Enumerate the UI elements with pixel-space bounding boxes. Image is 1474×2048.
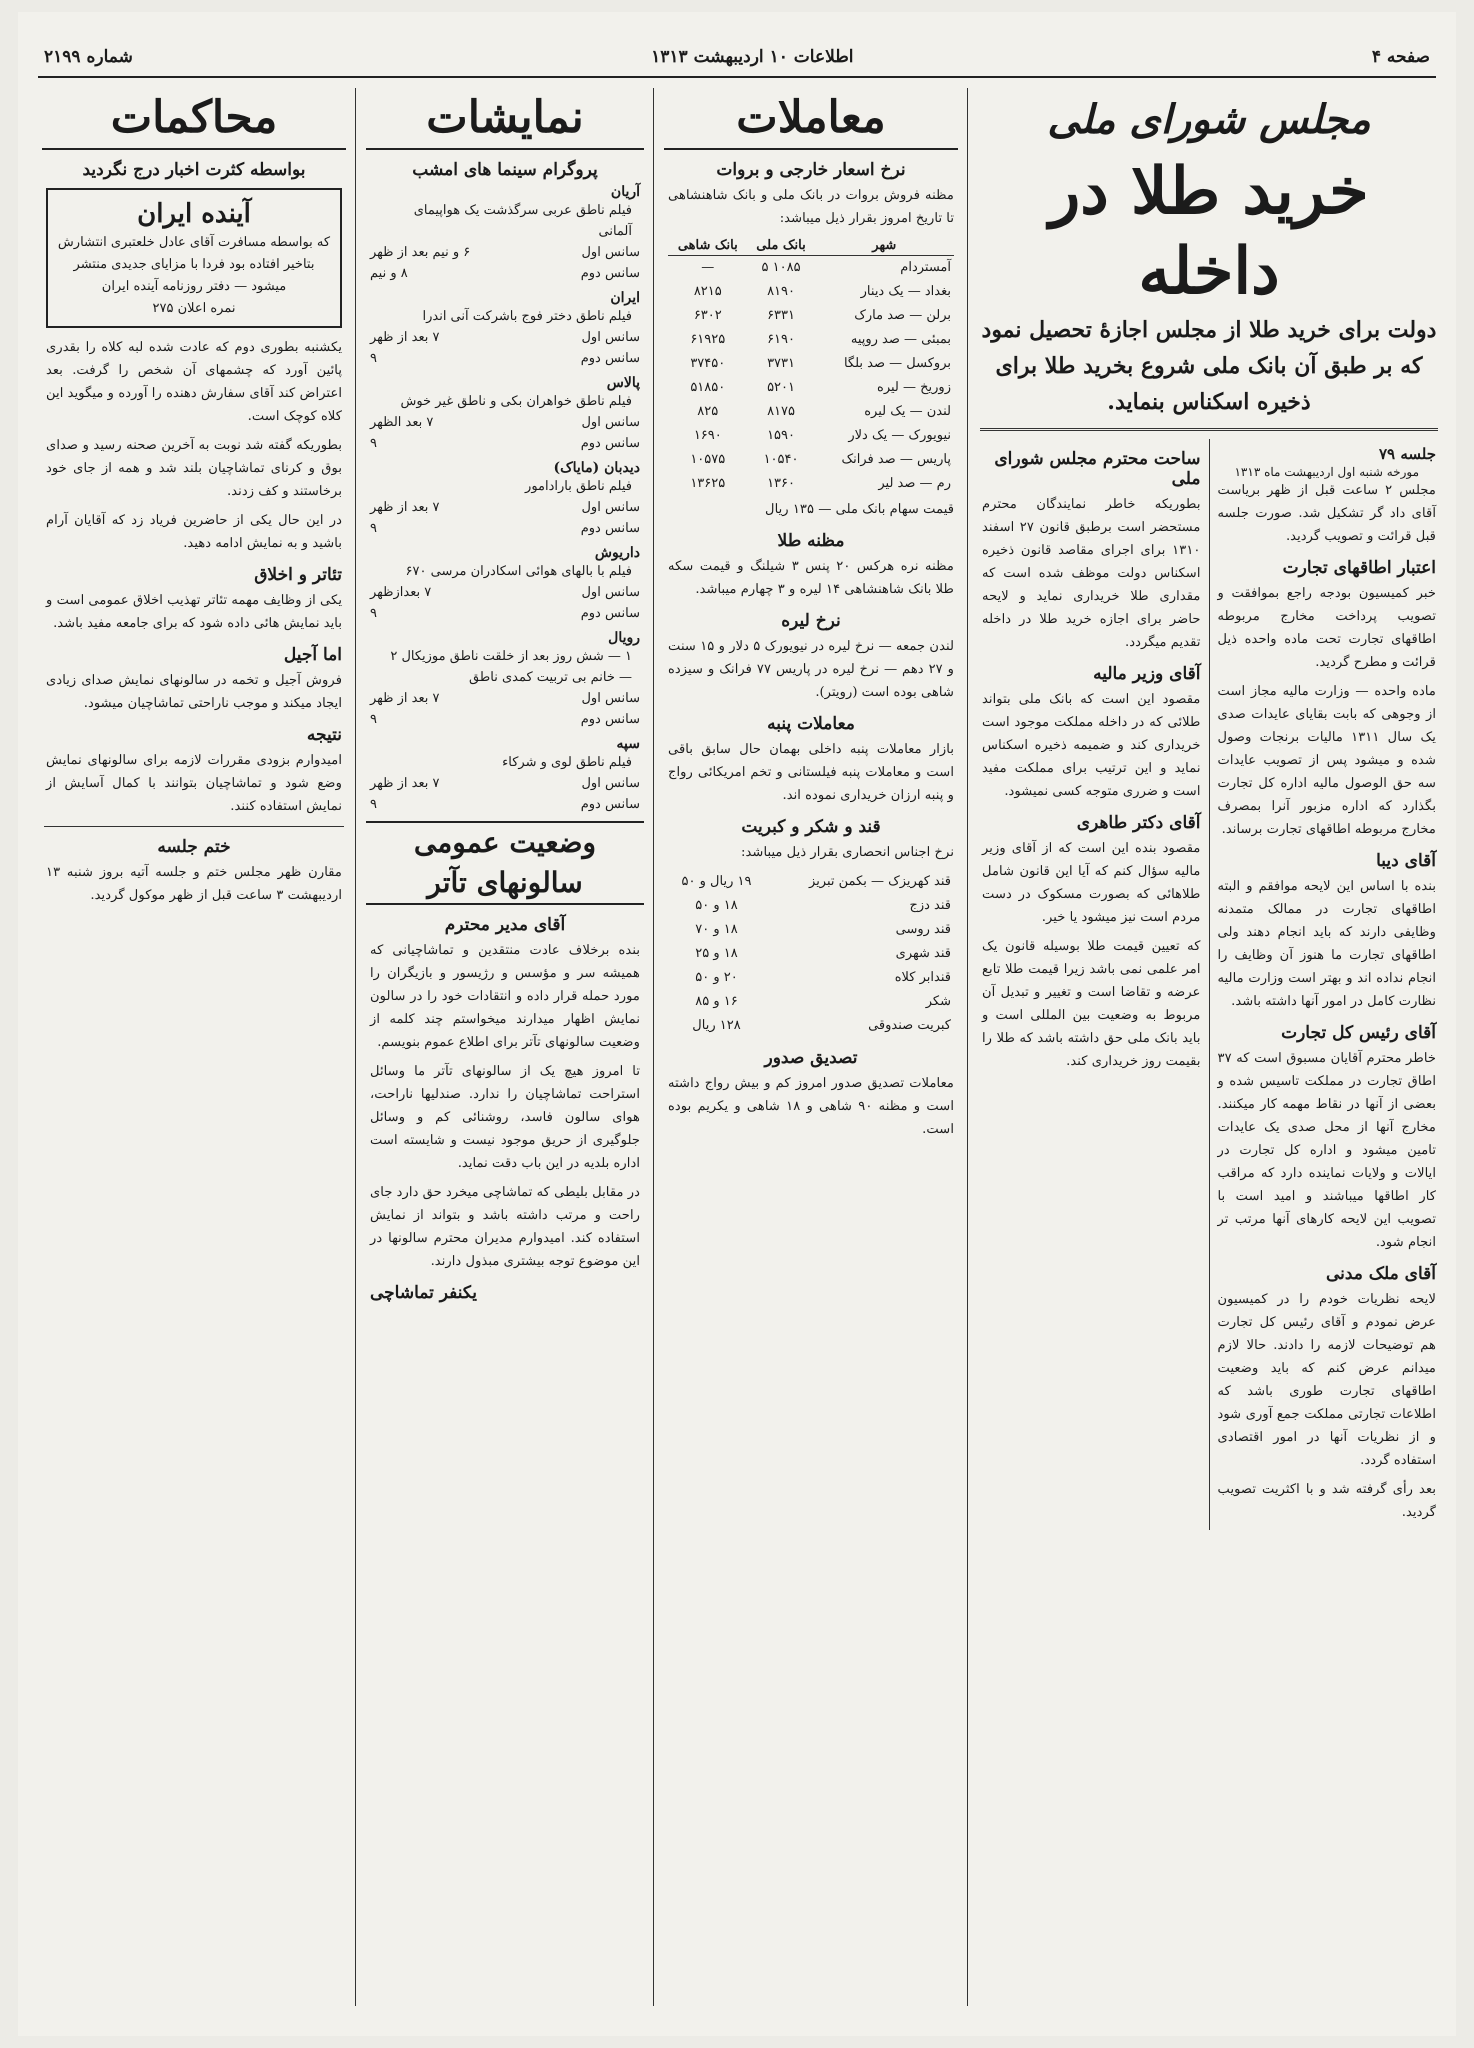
cinema-listing [370, 630, 640, 730]
section-heading: قند و شکر و کبریت [741, 817, 881, 837]
table-header: شهر [815, 236, 954, 256]
paragraph: تا امروز هیچ یک از سالونهای تآتر ما وسائل استراحت تماشاچیان را ندارد. صندلیها ناراحت، هوای سالون فاسد، روشنائی کم و وسائل جلوگیری از حریق موجود نیست و شایسته است اداره بلدیه در این باب دقت نماید. [370, 1064, 640, 1171]
paragraph: فروش آجیل و تخمه در سالونهای نمایش صدای زیادی ایجاد میکند و موجب ناراحتی تماشاچیان میشود. [46, 673, 342, 711]
film-title: فیلم ناطق خواهران بکی و ناطق غیر خوش [400, 394, 632, 409]
table-row: برلن — صد مارک ۶۳۳۱ ۶۳۰۲ [693, 308, 951, 323]
paper-date: اطلاعات ۱۰ اردیبهشت ۱۳۱۳ [651, 47, 854, 67]
showtime: سانس دوم ۹ [370, 797, 640, 812]
main-headline: خرید طلا در داخله [1049, 154, 1369, 309]
majlis-subcol-left [974, 439, 1209, 1530]
column-majlis [974, 88, 1444, 2006]
table-header: بانک شاهی [668, 236, 748, 256]
showtime: سانس دوم ۹ [370, 351, 640, 366]
section-heading: مظنه طلا [777, 531, 845, 551]
paragraph: بازار معاملات پنبه داخلی بهمان حال سابق باقی است و معاملات پنبه فیلستانی و تخم امریکائی رواج و پنبه ارزان خریداری نموده اند. [668, 742, 954, 803]
section-heading: ساحت محترم مجلس شورای ملی [994, 449, 1201, 489]
section-masthead: محاکمات [42, 88, 346, 150]
showtime: سانس اول ۶ و نیم بعد از ظهر [370, 245, 640, 260]
table-row: بمبئی — صد روپیه ۶۱۹۰ ۶۱۹۲۵ [690, 332, 951, 347]
table-row: قند شهری ۱۸ و ۲۵ [695, 946, 951, 961]
section-heading: نرخ اسعار خارجی و بروات [716, 160, 906, 180]
paragraph: یکشنبه بطوری دوم که عادت شده لبه کلاه را بقدری پائین آورد که چشمهای آن شخص را گرفت. بعد اعتراض کند آقای سفارش دهنده را آورده و میگوید این کلاه کوچک است. [46, 340, 342, 424]
paragraph: خاطر محترم آقایان مسبوق است که ۳۷ اطاق تجارت در مملکت تاسیس شده و بعضی از آنها در نقاط مهمه کار میکنند. مخارج آنها از محل صدی یک عایدات تامین میشود و اداره کل تجارت در ایالات و ولایات نماینده دارد که مراقب کار اطاقها میباشند و امید است با تصویب این لایحه کارهای آنها مرتب تر انجام شود. [1217, 1051, 1436, 1250]
divider [980, 428, 1438, 431]
column-mohakemat [38, 88, 350, 2006]
paragraph: لندن جمعه — نرخ لیره در نیویورک ۵ دلار و ۱۵ سنت و ۲۷ دهم — نرخ لیره در پاریس ۷۷ فرانک و سیزده شاهی بوده است (رویتر). [668, 639, 955, 700]
paragraph: قیمت سهام بانک ملی — ۱۳۵ ریال [765, 502, 954, 517]
film-title: فیلم ناطق لوی و شرکاء [502, 755, 632, 770]
paragraph: معاملات تصدیق صدور امروز کم و بیش رواج داشته است و مظنه ۹۰ شاهی و ۱۸ شاهی و یکریم بوده است. [668, 1076, 955, 1137]
table-row: نیویورک — یک دلار ۱۵۹۰ ۱۶۹۰ [693, 428, 951, 443]
session-title: جلسه ۷۹ [1378, 445, 1436, 463]
paragraph: ماده واحده — وزارت مالیه مجاز است از وجوهی که بابت بقایای عایدات صدی یک سال ۱۳۱۱ مالیات برنجات وصول شده و میشود پس از تصویب عایدات سه حق الوصول مالیه اداره کل تجارت بگذارد که اداره مزبور آنرا بمصرف مخارج مربوطه اطاقهای تجارت برساند. [1217, 684, 1436, 837]
film-title: ۱ — شش روز بعد از خلقت ناطق موزیکال ۲ — خانم بی تربیت کمدی ناطق [390, 649, 632, 685]
page-number: صفحه ۴ [1371, 47, 1430, 67]
section-masthead: معاملات [664, 88, 958, 150]
ad-title: آینده ایران [137, 199, 251, 229]
column-rule [653, 88, 654, 2006]
showtime: سانس دوم ۹ [370, 606, 640, 621]
showtime: سانس دوم ۹ [370, 712, 640, 727]
paragraph: در این حال یکی از حاضرین فریاد زد که آقایان آرام باشید و به نمایش ادامه دهید. [46, 513, 342, 551]
cinema-listing [370, 545, 640, 624]
section-heading: تئاتر و اخلاق [254, 565, 342, 585]
paragraph: مقصود بنده این است که از آقای وزیر مالیه سؤال کنم که آیا این قانون شامل طلاهائی که بصورت مسکوک در دست مردم است نیز میشود یا خیر. [982, 841, 1201, 925]
film-title: فیلم ناطق دختر فوج باشرکت آنی اندرا [422, 309, 632, 324]
cinema-name: آریان [610, 184, 640, 200]
paragraph: بنده برخلاف عادت منتقدین و تماشاچیانی که همیشه سر و مؤسس و رژیسور و بازیگران را مورد حمله قرار داده و انتقادات خود را در سالون نمایش اظهار میدارند میخواستم چند کلمه از وضعیت سالونهای تآتر برای اطلاع عموم بنویسم. [370, 943, 640, 1050]
section-heading: نتیجه [306, 725, 342, 745]
film-title: فیلم ناطق بارادامور [525, 479, 632, 494]
section-heading: آقای دیبا [1376, 851, 1436, 871]
table-row: کبریت صندوقی ۱۲۸ ریال [692, 1018, 951, 1033]
paragraph: یکی از وظایف مهمه تئاتر تهذیب اخلاق عمومی است و باید نمایش هائی داده شود که برای جامعه مفید باشد. [46, 593, 342, 631]
majlis-subcol-right [1209, 439, 1445, 1530]
showtime: سانس اول ۷ بعدازظهر [370, 585, 640, 600]
table-row: قند دزج ۱۸ و ۵۰ [695, 898, 951, 913]
showtime: سانس اول ۷ بعد از ظهر [370, 691, 640, 706]
section-heading: آقای رئیس کل تجارت [1281, 1023, 1436, 1043]
notice: بواسطه کثرت اخبار درج نگردید [82, 160, 306, 180]
headline-subtitle: دولت برای خرید طلا از مجلس اجازهٔ تحصیل نمود که بر طبق آن بانک ملی شروع بخرید طلا برای ذخیره اسکناس بنماید. [981, 317, 1437, 415]
table-row: بروکسل — صد بلگا ۳۷۳۱ ۳۷۴۵۰ [690, 356, 951, 371]
showtime: سانس دوم ۸ و نیم [370, 266, 640, 281]
table-row: رم — صد لیر ۱۳۶۰ ۱۳۶۲۵ [690, 476, 951, 491]
section-heading: آقای وزیر مالیه [1093, 664, 1201, 684]
cinema-listing [370, 290, 640, 369]
showtime: سانس اول ۷ بعد از ظهر [370, 330, 640, 345]
ad-number: نمره اعلان ۲۷۵ [152, 301, 236, 316]
table-row: بغداد — یک دینار ۸۱۹۰ ۸۲۱۵ [693, 284, 951, 299]
cinema-listing [370, 184, 640, 284]
paragraph: بعد رأی گرفته شد و با اکثریت تصویب گردید. [1217, 1482, 1436, 1520]
cinema-name: داریوش [594, 545, 640, 561]
paragraph: مقصود این است که بانک ملی بتواند طلائی که در داخله مملکت موجود است خریداری کند و ضمیمه ذخیره اسکناس نماید و این ترتیب برای مملکت مفید است و ضرری متوجه کسی نمیشود. [982, 692, 1201, 799]
table-row: قند کهریزک — بکمن تبریز ۱۹ ریال و ۵۰ [681, 874, 951, 889]
table-row: پاریس — صد فرانک ۱۰۵۴۰ ۱۰۵۷۵ [690, 452, 951, 467]
cinema-listing [370, 736, 640, 815]
showtime: سانس دوم ۹ [370, 436, 640, 451]
section-heading: آقای دکتر طاهری [1076, 813, 1201, 833]
showtime: سانس اول ۷ بعد الظهر [370, 415, 640, 430]
table-row: زوریخ — لیره ۵۲۰۱ ۵۱۸۵۰ [690, 380, 951, 395]
section-heading: ختم جلسه [157, 837, 231, 857]
section-heading: اعتبار اطاقهای تجارت [1282, 558, 1436, 578]
paragraph: امیدوارم بزودی مقررات لازمه برای سالونهای نمایش وضع شود و تماشاچیان بتوانند با کمال آسایش از نمایش استفاده کنند. [46, 753, 342, 814]
table-header: بانک ملی [748, 236, 815, 256]
article-title: وضعیت عمومی سالونهای تآتر [366, 821, 644, 905]
showtime: سانس دوم ۹ [370, 521, 640, 536]
paragraph: مظنه نره هرکس ۲۰ پنس ۳ شیلنگ و قیمت سکه طلا بانک شاهنشاهی ۱۴ لیره و ۳ چهارم میباشد. [668, 559, 954, 597]
section-masthead: مجلس شورای ملی [1047, 96, 1371, 143]
paragraph: مجلس ۲ ساعت قبل از ظهر بریاست آقای داد گر تشکیل شد. صورت جلسه قبل قرائت و تصویب گردید. [1217, 483, 1436, 544]
ad-body: که بواسطه مسافرت آقای عادل خلعتبری انتشارش بتاخیر افتاده بود فردا با مزایای جدیدی منتشر میشود — دفتر روزنامه آینده ایران [57, 235, 331, 294]
cinema-name: رویال [608, 630, 640, 646]
paragraph: بطوریکه گفته شد نوبت به آخرین صحنه رسید و صدای بوق و کرنای تماشاچیان بلند شد و همه از جای خود برخاستند و کف زدند. [46, 438, 342, 499]
cinema-name: پالاس [606, 375, 640, 391]
section-heading: نرخ لیره [781, 611, 841, 631]
table-row: لندن — یک لیره ۸۱۷۵ ۸۲۵ [697, 404, 951, 419]
table-row: شکر ۱۶ و ۸۵ [695, 994, 951, 1009]
paragraph: بنده با اساس این لایحه موافقم و البته اطاقهای تجارت در ممالک متمدنه وظایفی دارند که باید انجام دهند ولی اطاقهای تجارت ما هنوز آن وظایف را انجام نداده اند و بهتر است وزارت مالیه نظارت کامل در امور آنها داشته باشد. [1217, 879, 1436, 1009]
letter-signature: یکنفر تماشاچی [370, 1283, 477, 1303]
showtime: سانس اول ۷ بعد از ظهر [370, 500, 640, 515]
cinema-listing [370, 460, 640, 539]
table-row: قندابر کلاه ۲۰ و ۵۰ [695, 970, 951, 985]
paragraph: در مقابل بلیطی که تماشاچی میخرد حق دارد جای راحت و مرتب داشته باشد و بتواند از نمایش استفاده کند. امیدوارم مدیران محترم سالونها در این موضوع توجه بیشتری مبذول دارند. [369, 1185, 640, 1269]
divider [44, 826, 344, 827]
section-heading: پروگرام سینما های امشب [412, 160, 598, 180]
column-muamelat [660, 88, 962, 2006]
session-date: مورخه شنبه اول اردیبهشت ماه ۱۳۱۳ [1234, 465, 1420, 479]
paragraph: نرخ اجناس انحصاری بقرار ذیل میباشد: [741, 845, 954, 860]
film-title: فیلم ناطق عربی سرگذشت یک هواپیمای آلمانی [413, 203, 632, 239]
cinema-name: سپه [616, 736, 640, 752]
page-header [38, 38, 1436, 78]
film-title: فیلم با بالهای هوائی اسکادران مرسی ۶۷۰ [405, 564, 632, 579]
cinema-name: ایران [610, 290, 640, 306]
showtime: سانس اول ۷ بعد از ظهر [370, 776, 640, 791]
paragraph: خبر کمیسیون بودجه راجع بموافقت و تصویب پرداخت مخارج مربوطه اطاقهای تجارت تحت ماده واحده ذیل قرائت و مطرح گردید. [1217, 586, 1436, 670]
sugar-price-table [668, 870, 954, 1038]
table-row: قند روسی ۱۸ و ۷۰ [695, 922, 951, 937]
advertisement-box [46, 188, 342, 328]
column-rule [355, 88, 356, 2006]
issue-number: شماره ۲۱۹۹ [44, 47, 133, 67]
section-masthead: نمایشات [366, 88, 644, 150]
paragraph: مقارن ظهر مجلس ختم و جلسه آتیه بروز شنبه ۱۳ اردیبهشت ۳ ساعت قبل از ظهر موکول گردید. [46, 865, 342, 903]
section-heading: اما آجیل [283, 645, 342, 665]
column-namayeshat [362, 88, 648, 2006]
paragraph: بطوریکه خاطر نمایندگان محترم مستحضر است برطبق قانون ۲۷ اسفند ۱۳۱۰ برای اجرای مقاصد قانون ذخیره اسکناس دولت موظف شده است که مقداری طلا خریداری نماید و لایحه حاضر برای اجازه خرید طلا در داخله تقدیم میگردد. [982, 497, 1201, 650]
paragraph: لایحه نظریات خودم را در کمیسیون عرض نمودم و آقای رئیس کل تجارت هم توضیحات لازمه را دادند. حالا لازم میدانم عرض کنم که باید وضعیت اطاقهای تجارت طوری باشد که اطلاعات تجارتی مملکت جمع آوری شود و از نظریات آنها در امور اقتصادی استفاده گردد. [1217, 1292, 1436, 1468]
section-heading: تصدیق صدور [764, 1048, 858, 1068]
section-heading: معاملات پنبه [767, 714, 855, 734]
newspaper-page [18, 12, 1456, 2036]
section-heading: آقای ملک مدنی [1325, 1264, 1436, 1284]
letter-salutation: آقای مدیر محترم [444, 915, 566, 935]
column-rule [967, 88, 968, 2006]
paragraph: مظنه فروش بروات در بانک ملی و بانک شاهنشاهی تا تاریخ امروز بقرار ذیل میباشد: [668, 188, 954, 226]
table-row: آمستردام ۱۰۸۵ ۵ — [701, 260, 951, 275]
paragraph: که تعیین قیمت طلا بوسیله قانون یک امر علمی نمی باشد زیرا قیمت طلا تابع عرضه و تقاضا است و تغییر و تبدیل آن مربوط به وضعیت بین المللی است و باید بانک ملی حق داشته باشد که طلا را بقیمت روز خریداری کند. [982, 939, 1201, 1069]
cinema-name: دیدبان (مایاک) [553, 460, 640, 476]
cinema-listing [370, 375, 640, 454]
exchange-rate-table [668, 236, 954, 496]
